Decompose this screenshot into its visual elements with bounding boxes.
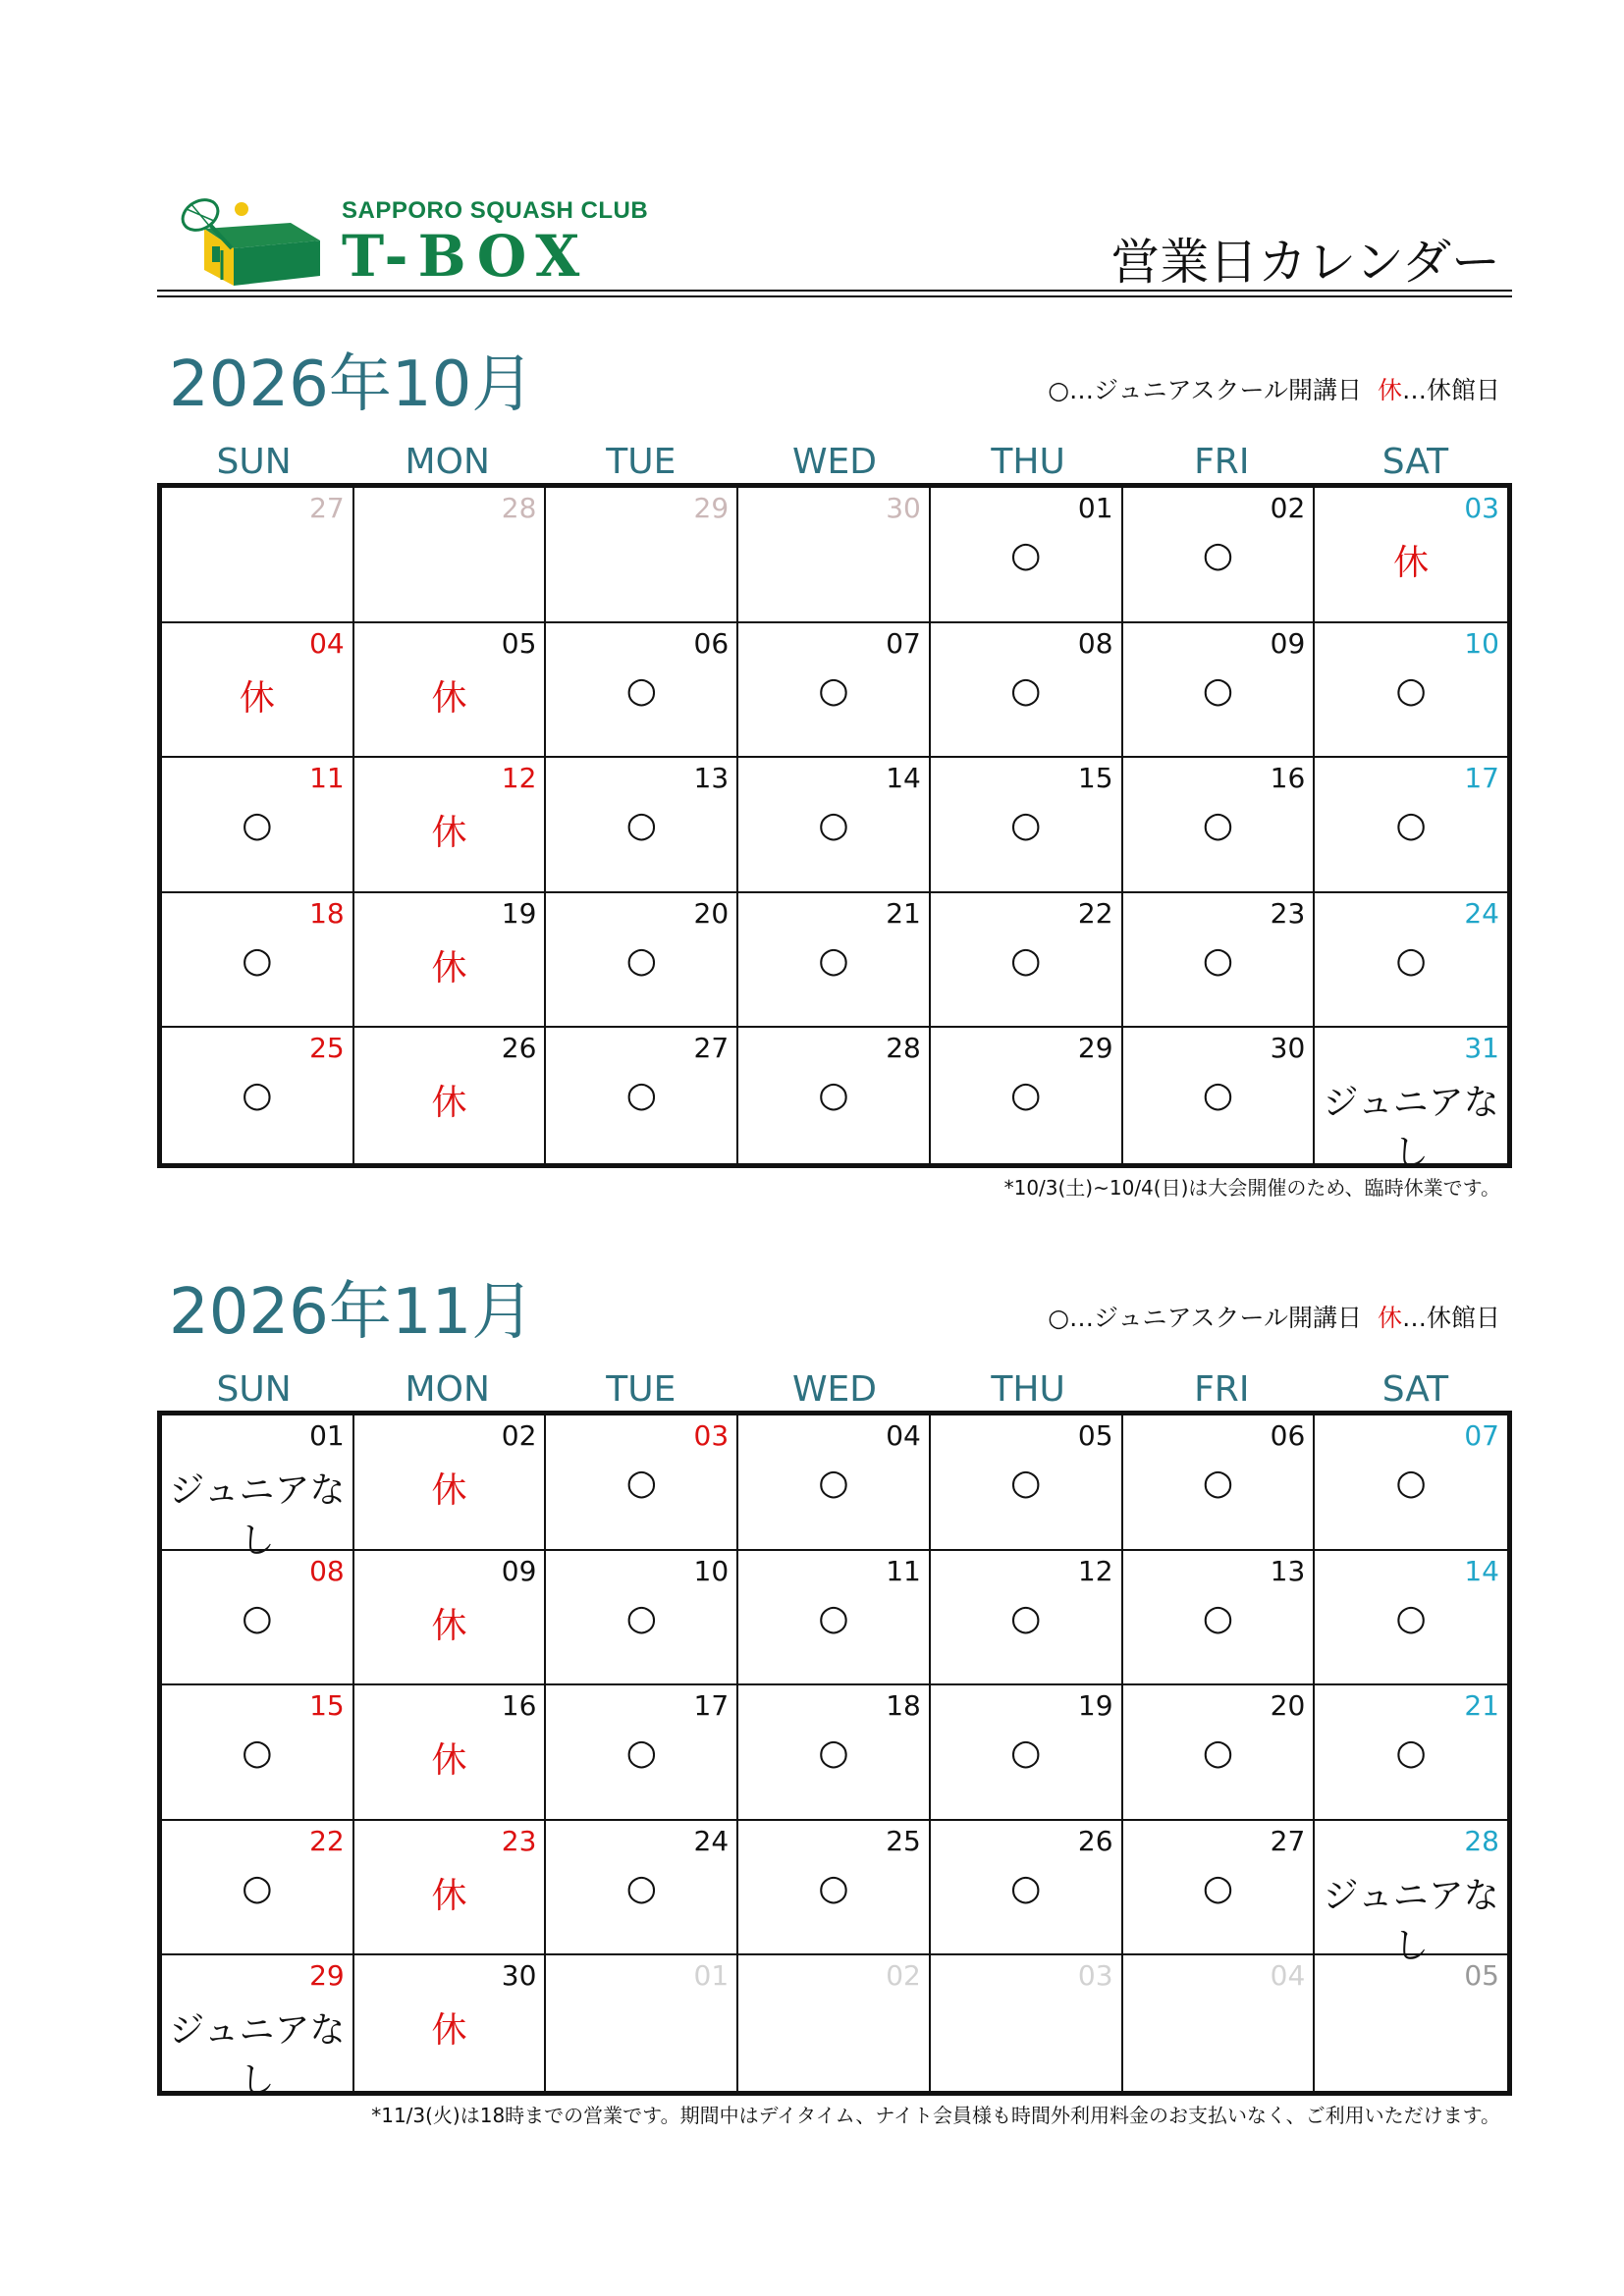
junior-school-mark: ○ [1009, 939, 1042, 981]
day-cell [738, 1955, 931, 2091]
day-number: 28 [501, 492, 537, 524]
junior-school-mark: ○ [1202, 805, 1234, 846]
day-number: 28 [1464, 1824, 1499, 1857]
junior-school-mark: ○ [1395, 939, 1427, 981]
junior-school-mark: ○ [818, 1463, 849, 1503]
day-number: 27 [693, 1032, 730, 1065]
junior-school-mark: ○ [818, 939, 849, 981]
closed-mark: 休 [431, 1605, 467, 1646]
day-number: 22 [309, 1824, 345, 1857]
weekday-label: FRI [1194, 442, 1250, 482]
day-number: 06 [693, 626, 730, 660]
day-cell [546, 758, 738, 893]
closed-mark: 休 [431, 1083, 467, 1124]
junior-school-mark: ○ [818, 669, 849, 711]
day-number: 16 [501, 1689, 537, 1723]
day-cell [162, 1685, 354, 1821]
junior-school-mark: ○ [1009, 1867, 1042, 1908]
day-number: 18 [309, 896, 345, 930]
day-cell [162, 1415, 354, 1561]
day-number: 25 [886, 1824, 921, 1857]
closed-mark: 休 [1393, 543, 1430, 583]
day-cell [1123, 1821, 1316, 1956]
day-number: 12 [501, 762, 537, 795]
junior-school-mark: ○ [625, 1867, 657, 1908]
day-cell [1123, 1415, 1316, 1551]
day-number: 08 [1077, 626, 1113, 660]
day-number: 11 [309, 762, 345, 795]
junior-school-mark: ○ [818, 1733, 849, 1774]
junior-school-mark: ○ [1395, 1463, 1427, 1503]
junior-school-mark: ○ [625, 1733, 657, 1774]
day-number: 15 [309, 1689, 345, 1723]
weekday-label: SUN [216, 442, 292, 482]
day-number: 17 [693, 1689, 730, 1723]
day-number: 26 [501, 1032, 537, 1065]
day-cell [162, 1551, 354, 1686]
day-number: 05 [501, 626, 537, 660]
no-junior-label: ジュニアなし [169, 2010, 346, 2102]
day-number: 03 [1077, 1959, 1113, 1993]
day-number: 22 [1077, 896, 1113, 930]
day-cell [1123, 1028, 1316, 1163]
day-cell [354, 623, 547, 759]
day-number: 24 [693, 1824, 730, 1857]
day-number: 20 [693, 896, 730, 930]
junior-school-mark: ○ [1395, 805, 1427, 846]
day-number: 27 [1270, 1824, 1306, 1857]
junior-school-mark: ○ [1202, 1867, 1234, 1908]
legend-closed-mark: 休 [1377, 376, 1402, 404]
day-cell [162, 1955, 354, 2102]
day-cell [1315, 1415, 1507, 1551]
junior-school-mark: ○ [1009, 1075, 1042, 1116]
day-cell [1123, 488, 1316, 623]
junior-school-mark: ○ [1009, 1597, 1042, 1638]
day-cell [546, 1955, 738, 2091]
no-junior-label: ジュニアなし [169, 1470, 346, 1561]
day-number: 19 [1077, 1689, 1113, 1723]
day-number: 20 [1270, 1689, 1306, 1723]
footnote: *11/3(火)は18時までの営業です。期間中はデイタイム、ナイト会員様も時間外利用料金のお支払いなく、ご利用いただけます。 [371, 2104, 1500, 2127]
day-number: 09 [501, 1554, 537, 1587]
junior-school-mark: ○ [625, 669, 657, 711]
day-number: 12 [1077, 1554, 1113, 1587]
day-cell [546, 893, 738, 1029]
day-cell [931, 893, 1123, 1029]
logo-subtitle: SAPPORO SQUASH CLUB [342, 197, 649, 224]
junior-school-mark: ○ [1202, 939, 1234, 981]
day-number: 29 [693, 492, 730, 524]
day-cell [354, 893, 547, 1029]
junior-school-mark: ○ [625, 939, 657, 981]
day-cell [162, 488, 354, 623]
day-cell [546, 1028, 738, 1163]
junior-school-mark: ○ [625, 1463, 657, 1503]
calendar-grid [157, 1411, 1512, 2102]
junior-school-mark: ○ [1009, 669, 1042, 711]
day-cell [1123, 1955, 1316, 2091]
day-cell [1315, 488, 1507, 623]
day-cell [931, 1551, 1123, 1686]
day-cell [1315, 893, 1507, 1029]
day-number: 18 [886, 1689, 921, 1723]
day-number: 30 [1270, 1032, 1306, 1065]
junior-school-mark: ○ [242, 805, 273, 846]
day-cell [546, 1821, 738, 1956]
day-cell [162, 1028, 354, 1163]
day-number: 14 [1464, 1554, 1499, 1587]
closed-mark: 休 [431, 1470, 467, 1511]
legend [1048, 371, 1500, 406]
logo-wordmark: T-BOX [342, 223, 590, 290]
closed-mark: 休 [431, 677, 467, 719]
junior-school-mark: ○ [242, 1597, 273, 1638]
day-cell [162, 758, 354, 893]
day-number: 03 [693, 1419, 730, 1452]
weekday-label: TUE [606, 442, 677, 482]
day-cell [738, 1028, 931, 1163]
day-number: 13 [1270, 1554, 1306, 1587]
day-number: 04 [309, 626, 345, 660]
day-cell [1315, 758, 1507, 893]
day-number: 05 [1464, 1959, 1499, 1993]
no-junior-label: ジュニアなし [1323, 1875, 1499, 1966]
day-cell [162, 893, 354, 1029]
page-header [157, 191, 1512, 299]
day-number: 10 [1464, 626, 1499, 660]
day-number: 23 [501, 1824, 537, 1857]
day-cell [1315, 1821, 1507, 1966]
junior-school-mark: ○ [242, 939, 273, 981]
day-cell [354, 1415, 547, 1551]
day-cell [546, 1551, 738, 1686]
junior-school-mark: ○ [1395, 1597, 1427, 1638]
month-title: 2026年10月 [169, 348, 535, 421]
closed-mark: 休 [431, 947, 467, 988]
day-number: 21 [1464, 1689, 1499, 1723]
day-number: 29 [309, 1959, 345, 1993]
weekday-label: WED [791, 1369, 878, 1410]
month-title: 2026年11月 [169, 1276, 535, 1349]
junior-school-mark: ○ [1009, 535, 1042, 575]
day-cell [931, 1821, 1123, 1956]
header-rule [157, 295, 1512, 297]
day-cell [546, 623, 738, 759]
day-number: 30 [886, 492, 921, 524]
day-number: 21 [886, 896, 921, 930]
day-cell [1315, 623, 1507, 759]
weekday-label: SAT [1381, 442, 1449, 482]
weekday-label: WED [791, 442, 878, 482]
junior-school-mark: ○ [1395, 1733, 1427, 1774]
legend-closed-label: …休館日 [1401, 1304, 1500, 1332]
junior-school-mark: ○ [1009, 1463, 1042, 1503]
day-cell [546, 1415, 738, 1551]
day-number: 27 [309, 492, 345, 524]
junior-school-mark: ○ [818, 1597, 849, 1638]
day-number: 26 [1077, 1824, 1113, 1857]
day-cell [931, 1685, 1123, 1821]
junior-school-mark: ○ [818, 805, 849, 846]
day-cell [931, 1415, 1123, 1551]
legend-circle: ○…ジュニアスクール開講日 [1048, 376, 1363, 404]
closed-mark: 休 [431, 2010, 467, 2052]
page-title: 営業日カレンダー [1110, 234, 1500, 291]
header-rule [157, 290, 1512, 292]
day-cell [354, 758, 547, 893]
day-number: 14 [886, 762, 921, 795]
closed-mark: 休 [431, 1740, 467, 1782]
day-number: 04 [1270, 1959, 1306, 1993]
month-november [157, 1261, 1512, 2145]
day-cell [931, 623, 1123, 759]
day-cell [1123, 1685, 1316, 1821]
closed-mark: 休 [431, 1875, 467, 1916]
day-cell [354, 1551, 547, 1686]
weekday-label: THU [991, 442, 1065, 482]
junior-school-mark: ○ [1202, 535, 1234, 575]
day-cell [738, 1685, 931, 1821]
junior-school-mark: ○ [242, 1075, 273, 1116]
day-number: 13 [693, 762, 730, 795]
day-cell [1123, 1551, 1316, 1686]
day-cell [354, 1685, 547, 1821]
day-number: 01 [693, 1959, 730, 1993]
weekday-label: MON [405, 1369, 490, 1410]
day-cell [931, 488, 1123, 623]
calendar-grid [157, 483, 1512, 1174]
weekday-header [157, 1369, 1512, 1409]
day-number: 16 [1270, 762, 1306, 795]
junior-school-mark: ○ [242, 1733, 273, 1774]
junior-school-mark: ○ [1202, 1733, 1234, 1774]
day-number: 07 [1464, 1419, 1499, 1452]
junior-school-mark: ○ [625, 1597, 657, 1638]
weekday-label: TUE [606, 1369, 677, 1410]
day-number: 06 [1270, 1419, 1306, 1452]
day-number: 30 [501, 1959, 537, 1993]
day-cell [738, 1415, 931, 1551]
day-number: 07 [886, 626, 921, 660]
junior-school-mark: ○ [1395, 669, 1427, 711]
day-cell [354, 488, 547, 623]
day-number: 24 [1464, 896, 1499, 930]
day-number: 02 [501, 1419, 537, 1452]
day-number: 01 [309, 1419, 345, 1452]
day-number: 02 [886, 1959, 921, 1993]
day-cell [738, 1821, 931, 1956]
junior-school-mark: ○ [625, 1075, 657, 1116]
day-number: 10 [693, 1554, 730, 1587]
day-cell [931, 758, 1123, 893]
day-cell [1123, 623, 1316, 759]
weekday-label: SUN [216, 1369, 292, 1410]
closed-mark: 休 [431, 813, 467, 854]
day-cell [738, 893, 931, 1029]
weekday-label: MON [405, 442, 490, 482]
junior-school-mark: ○ [818, 1075, 849, 1116]
day-number: 11 [886, 1554, 921, 1587]
weekday-header [157, 442, 1512, 481]
weekday-label: FRI [1194, 1369, 1250, 1410]
day-number: 08 [309, 1554, 345, 1587]
month-october [157, 334, 1512, 1217]
day-cell [1315, 1028, 1507, 1174]
junior-school-mark: ○ [1202, 1463, 1234, 1503]
day-number: 04 [886, 1419, 921, 1452]
day-cell [738, 623, 931, 759]
day-cell [1315, 1685, 1507, 1821]
legend-circle: ○…ジュニアスクール開講日 [1048, 1304, 1363, 1332]
day-cell [354, 1821, 547, 1956]
junior-school-mark: ○ [1009, 805, 1042, 846]
day-number: 23 [1270, 896, 1306, 930]
junior-school-mark: ○ [818, 1867, 849, 1908]
day-cell [738, 488, 931, 623]
day-number: 28 [886, 1032, 921, 1065]
day-cell [354, 1028, 547, 1163]
closed-mark: 休 [239, 677, 275, 719]
day-cell [1315, 1551, 1507, 1686]
day-cell [1123, 893, 1316, 1029]
squash-box-logo-icon [175, 191, 322, 288]
day-number: 19 [501, 896, 537, 930]
junior-school-mark: ○ [242, 1867, 273, 1908]
day-cell [738, 1551, 931, 1686]
day-cell [1315, 1955, 1507, 2091]
legend-closed-label: …休館日 [1401, 376, 1500, 404]
footnote: *10/3(土)~10/4(日)は大会開催のため、臨時休業です。 [1003, 1176, 1500, 1200]
day-number: 17 [1464, 762, 1499, 795]
junior-school-mark: ○ [1202, 669, 1234, 711]
day-number: 03 [1464, 492, 1499, 524]
day-number: 25 [309, 1032, 345, 1065]
day-cell [162, 1821, 354, 1956]
day-number: 02 [1270, 492, 1306, 524]
junior-school-mark: ○ [1009, 1733, 1042, 1774]
junior-school-mark: ○ [625, 805, 657, 846]
day-cell [931, 1028, 1123, 1163]
day-number: 29 [1077, 1032, 1113, 1065]
day-cell [162, 623, 354, 759]
day-cell [931, 1955, 1123, 2091]
weekday-label: THU [991, 1369, 1065, 1410]
day-cell [354, 1955, 547, 2091]
junior-school-mark: ○ [1202, 1075, 1234, 1116]
weekday-label: SAT [1381, 1369, 1449, 1410]
day-cell [1123, 758, 1316, 893]
day-number: 31 [1464, 1032, 1499, 1065]
day-number: 09 [1270, 626, 1306, 660]
day-cell [546, 488, 738, 623]
day-number: 01 [1077, 492, 1113, 524]
legend-closed-mark: 休 [1377, 1304, 1402, 1332]
day-cell [738, 758, 931, 893]
day-cell [546, 1685, 738, 1821]
no-junior-label: ジュニアなし [1323, 1083, 1499, 1174]
day-number: 15 [1077, 762, 1113, 795]
legend [1048, 1299, 1500, 1334]
junior-school-mark: ○ [1202, 1597, 1234, 1638]
day-number: 05 [1077, 1419, 1113, 1452]
